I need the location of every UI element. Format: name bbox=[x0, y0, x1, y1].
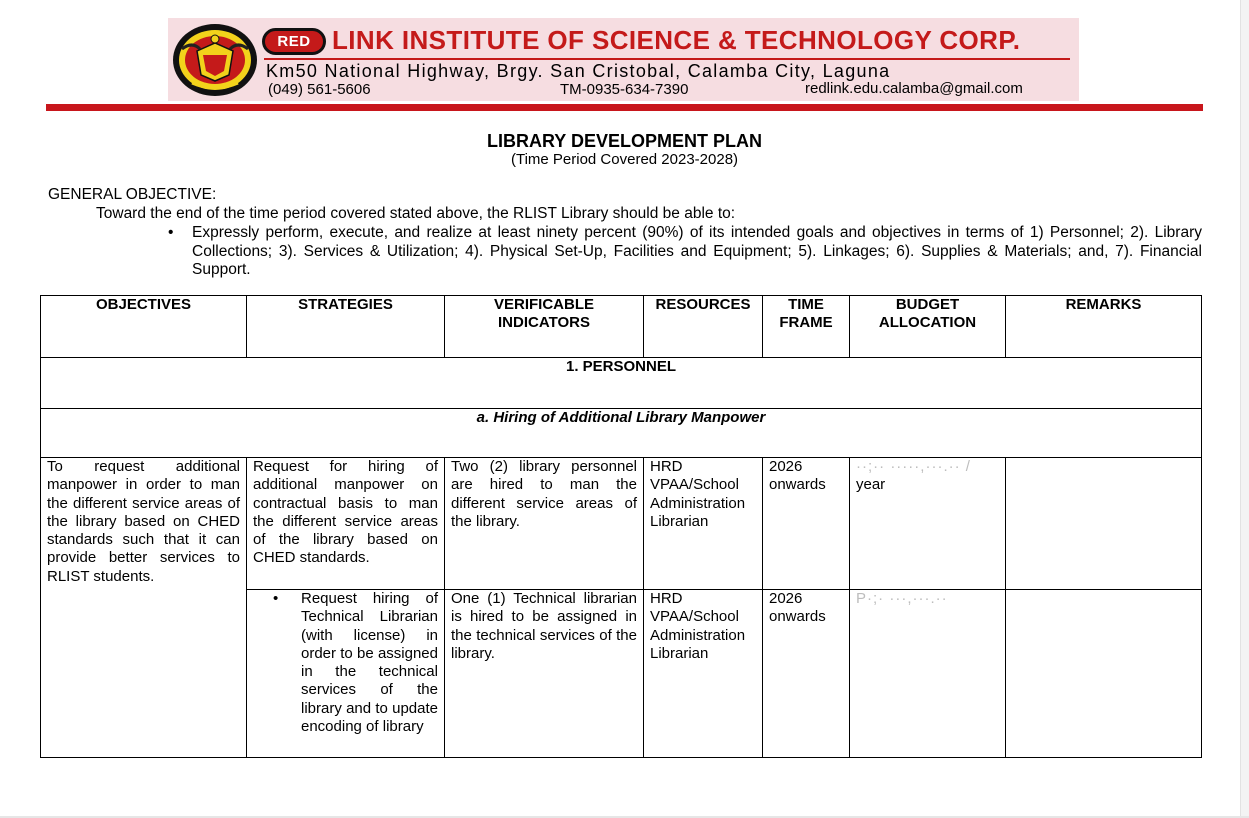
table-header-row bbox=[41, 296, 1202, 358]
institution-email: redlink.edu.calamba@gmail.com bbox=[805, 80, 1023, 97]
document-title: LIBRARY DEVELOPMENT PLAN bbox=[486, 131, 763, 151]
header-objectives: OBJECTIVES bbox=[41, 296, 247, 358]
institution-mobile: TM-0935-634-7390 bbox=[560, 81, 689, 98]
time-frame-cell: 2026 onwards bbox=[763, 590, 850, 758]
time-frame-cell: 2026 onwards bbox=[763, 458, 850, 590]
institution-address: Km50 National Highway, Brgy. San Cristobal, Calamba City, Laguna bbox=[266, 61, 891, 81]
table-row bbox=[41, 458, 1202, 590]
institution-name: LINK INSTITUTE OF SCIENCE & TECHNOLOGY CORP. bbox=[332, 25, 1021, 55]
header-remarks: REMARKS bbox=[1006, 296, 1202, 358]
general-objective-intro: Toward the end of the time period covered stated above, the RLIST Library should be able to: bbox=[96, 205, 736, 222]
document-subtitle: (Time Period Covered 2023-2028) bbox=[510, 151, 739, 168]
bullet-icon: • bbox=[273, 590, 279, 607]
general-objective-text: Expressly perform, execute, and realize at least ninety percent (90%) of its intended goals and objectives in terms of 1) Personnel; 2). Library Collections; 3). Services & Utilization; 4). Physical Set-Up, Facilities and Equipment; 5). Linkages; 6). Supplies & Materials; and, 7). Financial Support. bbox=[192, 224, 1202, 278]
letterhead bbox=[168, 18, 1079, 101]
institution-phone: (049) 561-5606 bbox=[268, 81, 371, 98]
header-resources: RESOURCES bbox=[644, 296, 763, 358]
objective-cell: To request additional manpower in order to man the different service areas of the library based on CHED standards such that it can provide better services to RLIST students. bbox=[41, 458, 247, 758]
header-indicators: VERIFICABLE INDICATORS bbox=[445, 296, 644, 358]
remarks-cell bbox=[1006, 590, 1202, 758]
resources-cell: HRD VPAA/School Administration Librarian bbox=[644, 458, 763, 590]
section-title: 1. PERSONNEL bbox=[41, 358, 1202, 409]
remarks-cell bbox=[1006, 458, 1202, 590]
budget-cell: P·;· ···,···.·· bbox=[850, 590, 1006, 758]
bullet-icon: • bbox=[168, 224, 174, 241]
strategy-cell: • Request hiring of Technical Librarian (with license) in order to be assigned in the technical services of the library and to update encoding of library bbox=[247, 590, 445, 758]
strategy-cell: Request for hiring of additional manpower on contractual basis to man the different service areas of the library based on CHED standards. bbox=[247, 458, 445, 590]
letterhead-divider bbox=[264, 58, 1070, 60]
scrollbar-track[interactable] bbox=[1240, 0, 1249, 818]
indicator-cell: Two (2) library personnel are hired to man the different service areas of the library. bbox=[445, 458, 644, 590]
resources-cell: HRD VPAA/School Administration Librarian bbox=[644, 590, 763, 758]
header-strategies: STRATEGIES bbox=[247, 296, 445, 358]
indicator-cell: One (1) Technical librarian is hired to be assigned in the technical services of the library. bbox=[445, 590, 644, 758]
header-budget: BUDGET ALLOCATION bbox=[850, 296, 1006, 358]
section-row bbox=[41, 358, 1202, 409]
header-rule bbox=[46, 104, 1203, 111]
subsection-title: a. Hiring of Additional Library Manpower bbox=[41, 409, 1202, 458]
budget-cell: ··;·· ·····,···.·· / year bbox=[850, 458, 1006, 590]
development-plan-table bbox=[40, 295, 1202, 758]
red-badge: RED bbox=[262, 28, 326, 55]
header-time-frame: TIME FRAME bbox=[763, 296, 850, 358]
general-objective-label: GENERAL OBJECTIVE: bbox=[48, 186, 217, 203]
subsection-row bbox=[41, 409, 1202, 458]
school-seal-logo bbox=[172, 23, 258, 97]
